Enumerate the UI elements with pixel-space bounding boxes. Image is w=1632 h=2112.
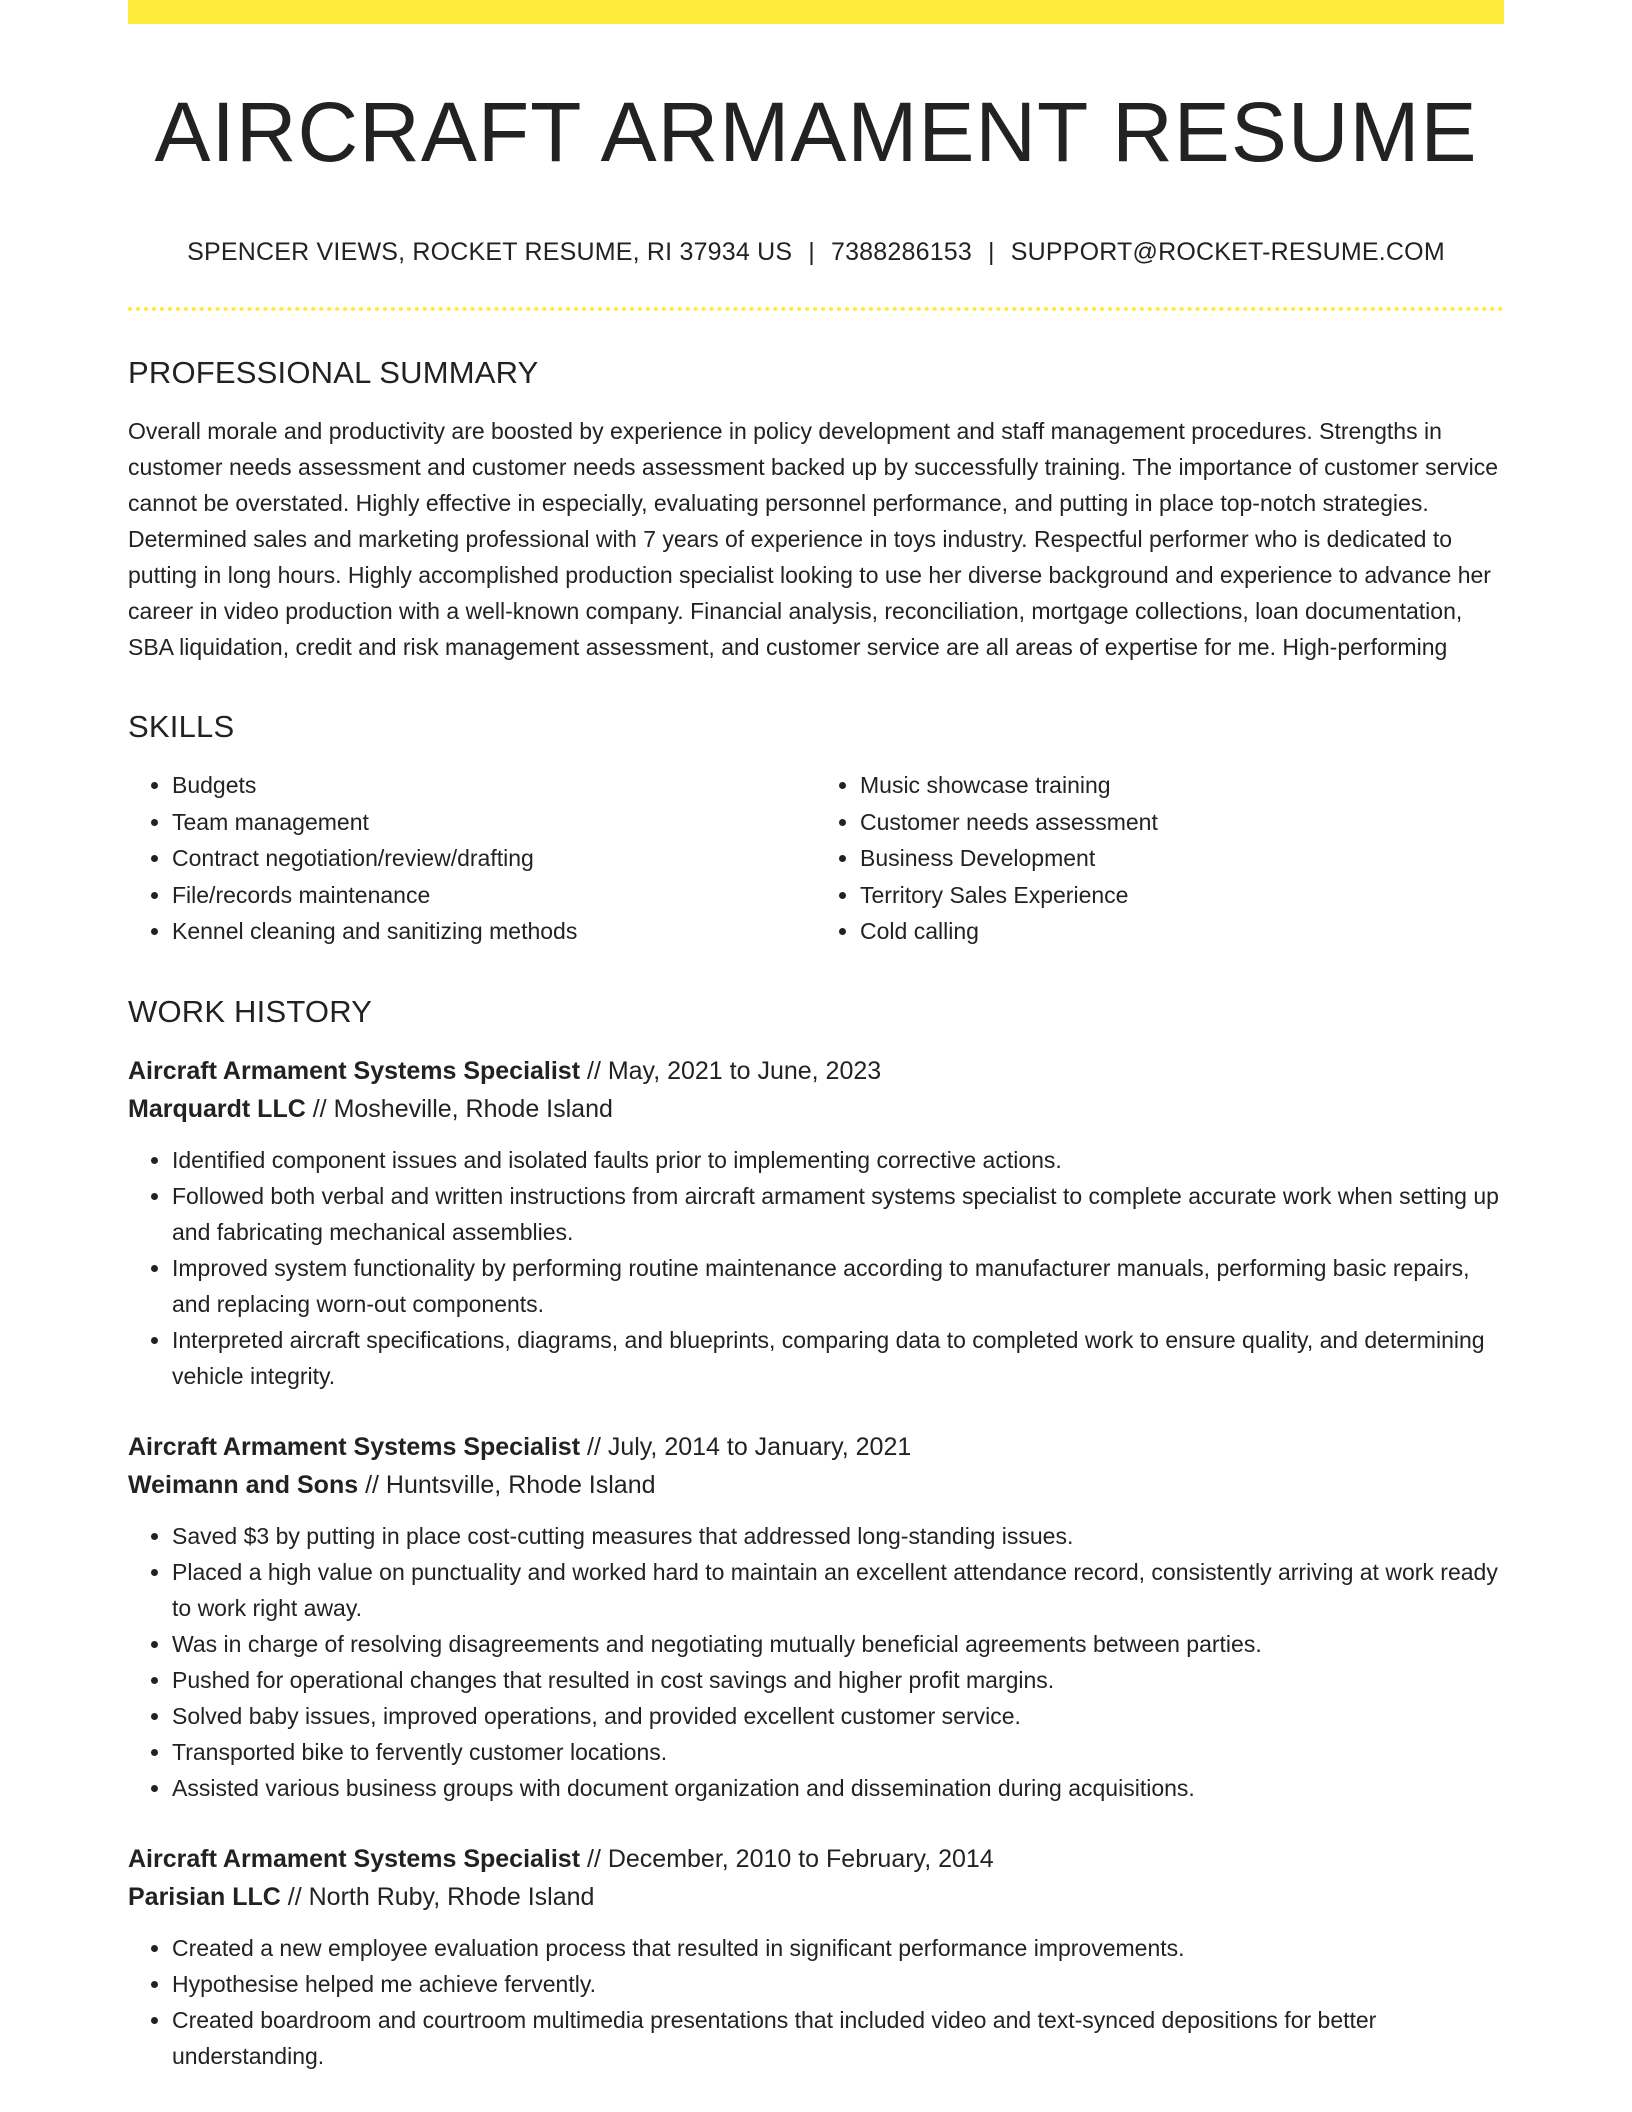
job-bullet: • Interpreted aircraft specifications, diagrams, and blueprints, comparing data to completed work to ensure quality, and determining vehicle integrity. <box>172 1322 1504 1394</box>
dotted-divider <box>128 307 1504 311</box>
skill-item: • File/records maintenance <box>172 877 816 914</box>
skills-list-right <box>816 767 1504 950</box>
job-company: Parisian LLC <box>128 1882 281 1911</box>
skill-item: • Business Development <box>860 840 1504 877</box>
contact-line <box>128 238 1504 267</box>
professional-summary-section <box>128 355 1504 665</box>
job-title: Aircraft Armament Systems Specialist <box>128 1844 581 1873</box>
contact-address: SPENCER VIEWS, ROCKET RESUME, RI 37934 US <box>187 238 793 267</box>
skill-item: • Customer needs assessment <box>860 804 1504 841</box>
skill-item: • Cold calling <box>860 913 1504 950</box>
skill-item: • Contract negotiation/review/drafting <box>172 840 816 877</box>
job-bullet: • Transported bike to fervently customer locations. <box>172 1734 1504 1770</box>
summary-heading: PROFESSIONAL SUMMARY <box>128 355 539 391</box>
job-company-line <box>128 1090 1504 1128</box>
job-title: Aircraft Armament Systems Specialist <box>128 1432 581 1461</box>
job-bullet: • Was in charge of resolving disagreements and negotiating mutually beneficial agreements between parties. <box>172 1626 1504 1662</box>
job-bullet: • Followed both verbal and written instructions from aircraft armament systems specialist to complete accurate work when setting up and fabricating mechanical assemblies. <box>172 1178 1504 1250</box>
job-bullet: • Assisted various business groups with document organization and dissemination during acquisitions. <box>172 1770 1504 1806</box>
job-location: // Huntsville, Rhode Island <box>358 1470 656 1499</box>
job-bullet: • Solved baby issues, improved operations, and provided excellent customer service. <box>172 1698 1504 1734</box>
skills-columns <box>128 767 1504 950</box>
job-location: // North Ruby, Rhode Island <box>280 1882 595 1911</box>
resume-title: AIRCRAFT ARMAMENT RESUME <box>154 85 1478 179</box>
skill-item: • Kennel cleaning and sanitizing methods <box>172 913 816 950</box>
job-bullet: • Hypothesise helped me achieve fervently. <box>172 1966 1504 2002</box>
skill-item: • Music showcase training <box>860 767 1504 804</box>
contact-separator: | <box>988 238 995 267</box>
job-title-line <box>128 1052 1504 1090</box>
job-company: Weimann and Sons <box>128 1470 359 1499</box>
job-location: // Mosheville, Rhode Island <box>305 1094 613 1123</box>
resume-page <box>128 0 1504 2108</box>
skills-heading: SKILLS <box>128 709 235 745</box>
job-title: Aircraft Armament Systems Specialist <box>128 1056 581 1085</box>
job-entry <box>128 1840 1504 2074</box>
job-bullet-list <box>128 1518 1504 1806</box>
job-company: Marquardt LLC <box>128 1094 306 1123</box>
job-bullet: • Pushed for operational changes that resulted in cost savings and higher profit margins. <box>172 1662 1504 1698</box>
work-history-heading: WORK HISTORY <box>128 993 373 1029</box>
contact-separator: | <box>808 238 815 267</box>
job-entry <box>128 1428 1504 1806</box>
skill-item: • Budgets <box>172 767 816 804</box>
contact-email: SUPPORT@ROCKET-RESUME.COM <box>1010 238 1445 267</box>
skill-item: • Team management <box>172 804 816 841</box>
job-title-line <box>128 1840 1504 1878</box>
job-title-line <box>128 1428 1504 1466</box>
job-bullet: • Placed a high value on punctuality and worked hard to maintain an excellent attendance record, consistently arriving at work ready to work right away. <box>172 1554 1504 1626</box>
job-bullet-list <box>128 1142 1504 1394</box>
job-company-line <box>128 1878 1504 1916</box>
contact-phone: 7388286153 <box>830 238 973 267</box>
work-history-section <box>128 994 1504 2074</box>
job-bullet: • Created a new employee evaluation process that resulted in significant performance improvements. <box>172 1930 1504 1966</box>
job-bullet: • Created boardroom and courtroom multimedia presentations that included video and text-synced depositions for better understanding. <box>172 2002 1504 2074</box>
accent-top-bar <box>128 0 1504 24</box>
job-dates: // July, 2014 to January, 2021 <box>580 1432 912 1461</box>
job-bullet: • Identified component issues and isolated faults prior to implementing corrective actions. <box>172 1142 1504 1178</box>
job-dates: // May, 2021 to June, 2023 <box>580 1056 882 1085</box>
job-bullet-list <box>128 1930 1504 2074</box>
skills-list-left <box>128 767 816 950</box>
job-company-line <box>128 1466 1504 1504</box>
job-dates: // December, 2010 to February, 2014 <box>580 1844 994 1873</box>
job-entry <box>128 1052 1504 1394</box>
job-bullet: • Saved $3 by putting in place cost-cutting measures that addressed long-standing issues. <box>172 1518 1504 1554</box>
skills-section <box>128 709 1504 950</box>
job-bullet: • Improved system functionality by performing routine maintenance according to manufacturer manuals, performing basic repairs, and replacing worn-out components. <box>172 1250 1504 1322</box>
skill-item: • Territory Sales Experience <box>860 877 1504 914</box>
summary-text: Overall morale and productivity are boosted by experience in policy development and staff management procedures. Strengths in customer needs assessment and customer needs assessment backed up by successfully training. The importance of customer service cannot be overstated. Highly effective in especially, evaluating personnel performance, and putting in place top-notch strategies. Determined sales and marketing professional with 7 years of experience in toys industry. Respectful performer who is dedicated to putting in long hours. Highly accomplished production specialist looking to use her diverse background and experience to advance her career in video production with a well-known company. Financial analysis, reconciliation, mortgage collections, loan documentation, SBA liquidation, credit and risk management assessment, and customer service are all areas of expertise for me. High-performing <box>128 418 1499 661</box>
